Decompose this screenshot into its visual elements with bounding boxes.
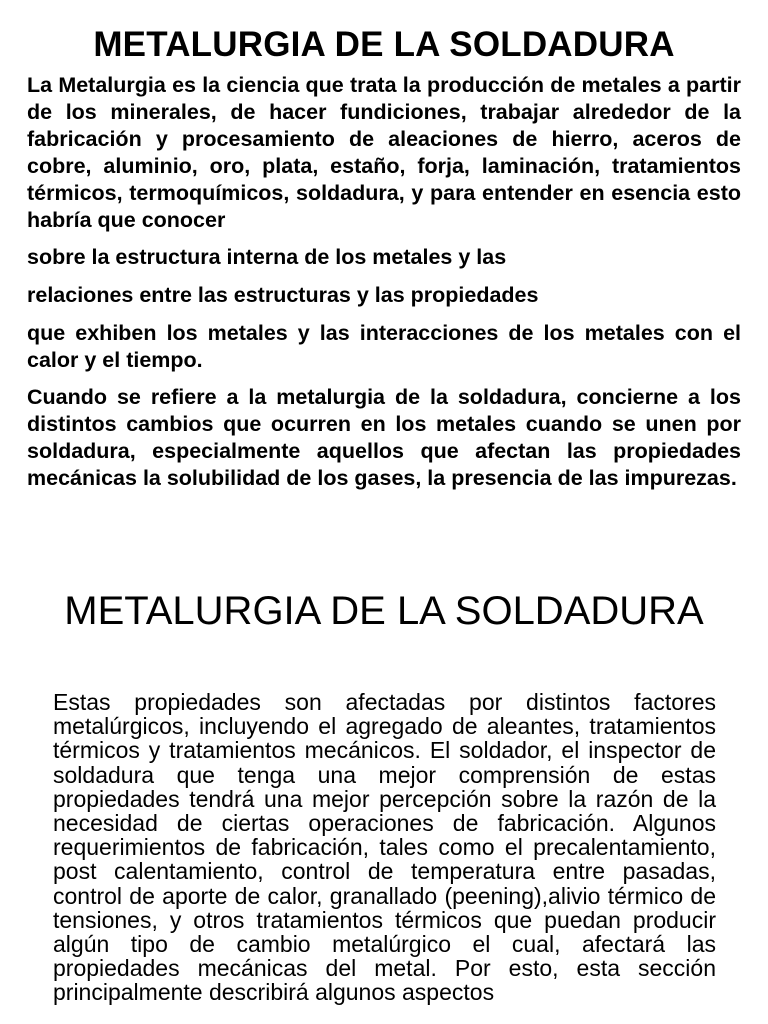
slide-2-body: Estas propiedades son afectadas por distintos factores metalúrgicos, incluyendo el agregado de aleantes, tratamientos térmicos y tratamientos mecánicos. El soldador, el inspector de soldadura que tenga una mejor comprensión de estas propiedades tendrá una mejor percepción sobre la razón de la necesidad de ciertas operaciones de fabricación. Algunos requerimientos de fabricación, tales como el precalentamiento, post calentamiento, control de temperatura entre pasadas, control de aporte de calor, granallado (peening),alivio térmico de tensiones, y otros tratamientos térmicos que puedan producir algún tipo de cambio metalúrgico el cual, afectará las propiedades mecánicas del metal. Por esto, esta sección principalmente describirá algunos aspectos <box>53 689 716 1006</box>
slide-1-paragraph-4: que exhiben los metales y las interacciones de los metales con el calor y el tiempo. <box>27 321 741 372</box>
slide-2 <box>0 570 768 1024</box>
slide-1-paragraph-2: sobre la estructura interna de los metales y las <box>27 245 507 269</box>
slide-1-body <box>27 72 741 492</box>
slide-1-paragraph-1: La Metalurgia es la ciencia que trata la producción de metales a partir de los minerales, de hacer fundiciones, trabajar alrededor de la fabricación y procesamiento de aleaciones de hierro, aceros de cobre, aluminio, oro, plata, estaño, forja, laminación, tratamientos térmicos, termoquímicos, soldadura, y para entender en esencia esto habría que conocer <box>27 73 741 232</box>
slide-1-paragraph-3: relaciones entre las estructuras y las propiedades <box>27 283 539 307</box>
slide-1-title: METALURGIA DE LA SOLDADURA <box>93 25 675 64</box>
slide-2-title: METALURGIA DE LA SOLDADURA <box>64 589 704 633</box>
slide-1-paragraph-5: Cuando se refiere a la metalurgia de la soldadura, concierne a los distintos cambios que ocurren en los metales cuando se unen por soldadura, especialmente aquellos que afectan las propiedades mecánicas la solubilidad de los gases, la presencia de las impurezas. <box>27 385 741 490</box>
